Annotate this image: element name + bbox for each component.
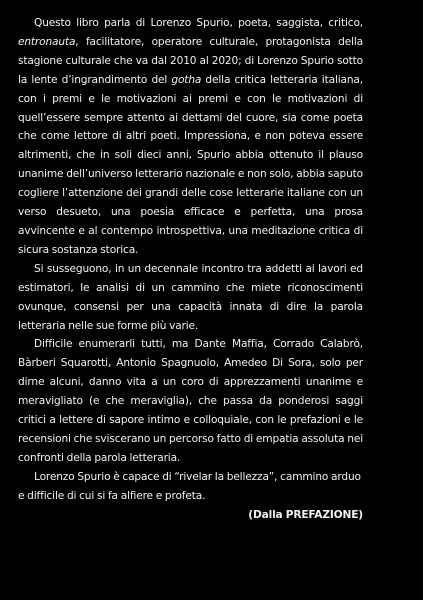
paragraph-1-part-2: , facilitatore, operatore culturale, protagonista della stagione culturale che va dal 2010 al 2020; di Lorenzo Spurio sotto la lente d’ingrandimento del <box>18 35 363 86</box>
paragraph-3: Difficile enumerarli tutti, ma Dante Maffia, Corrado Calabrò, Bàrberi Squarotti, Antonio Spagnuolo, Amedeo Di Sora, solo per dirne alcuni, danno vita a un coro di apprezzamenti unanime e meravigliato (e che meraviglia), che passa da ponderosi saggi critici a lettere di sapore intimo e colloquiale, con le prefazioni e le recensioni che sviscerano un percorso fatto di empatia assoluta nei confronti della parola letteraria. <box>18 338 363 464</box>
paragraph-1 <box>18 14 363 260</box>
paragraph-1-part-3: della critica letteraria italiana, con i premi e le motivazioni ai premi e con le motivazioni di quell’essere sempre attento ai dettami del cuore, sia come poeta che come lettore di altri poeti. Impressiona, e non poteva essere altrimenti, che in soli dieci anni, Spurio abbia ottenuto il plauso unanime dell’universo letterario nazionale e non solo, abbia saputo cogliere l’attenzione dei grandi delle cose letterarie italiane con un verso desueto, una poesia efficace e perfetta, una prosa avvincente e al contempo introspettiva, una meditazione critica di sicura sostanza storica. <box>18 73 363 256</box>
source-attribution: (Dalla PREFAZIONE) <box>248 508 363 521</box>
back-cover-text <box>18 14 363 524</box>
paragraph-4: Lorenzo Spurio è capace di “rivelar la bellezza”, cammino arduo e difficile di cui si fa alfiere e profeta. <box>18 470 361 502</box>
entronauta-term: entronauta <box>18 35 76 48</box>
paragraph-2: Si susseguono, in un decennale incontro tra addetti ai lavori ed estimatori, le analisi di un cammino che miete riconoscimenti ovunque, consensi per una capacità innata di dire la parola letteraria nelle sue forme più varie. <box>18 262 363 332</box>
paragraph-1-part-1: Questo libro parla di Lorenzo Spurio, poeta, saggista, critico, <box>34 17 363 29</box>
gotha-term: gotha <box>171 73 202 86</box>
